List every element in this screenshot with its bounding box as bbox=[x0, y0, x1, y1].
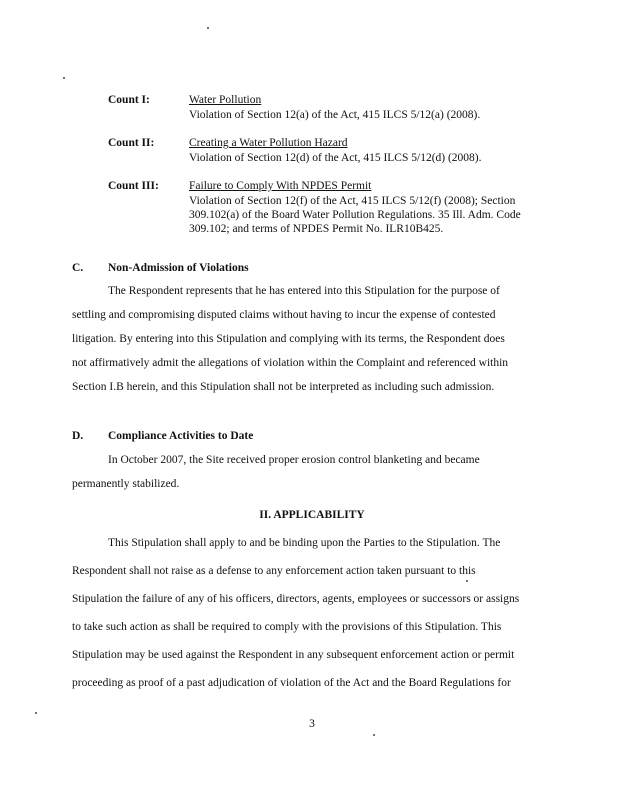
scan-speck bbox=[63, 77, 65, 79]
section-d-letter: D. bbox=[72, 430, 84, 442]
count-3-desc-line: Violation of Section 12(f) of the Act, 415 ILCS 5/12(f) (2008); Section bbox=[189, 195, 516, 207]
count-2-label: Count II: bbox=[108, 137, 155, 149]
applicability-line: to take such action as shall be required to comply with the provisions of this Stipulation. This bbox=[72, 621, 502, 633]
count-3-desc-line: 309.102(a) of the Board Water Pollution Regulations. 35 Ill. Adm. Code bbox=[189, 209, 521, 221]
applicability-line: Stipulation may be used against the Respondent in any subsequent enforcement action or permit bbox=[72, 649, 515, 661]
applicability-heading: II. APPLICABILITY bbox=[259, 509, 365, 521]
count-1-label: Count I: bbox=[108, 94, 150, 106]
applicability-line: proceeding as proof of a past adjudication of violation of the Act and the Board Regulations for bbox=[72, 677, 511, 689]
count-3-label: Count III: bbox=[108, 180, 159, 192]
page-number: 3 bbox=[309, 718, 315, 730]
scan-speck bbox=[207, 27, 209, 29]
scan-speck bbox=[466, 580, 468, 582]
section-c-line: Section I.B herein, and this Stipulation shall not be interpreted as including such admission. bbox=[72, 381, 495, 393]
count-3-title: Failure to Comply With NPDES Permit bbox=[189, 180, 372, 192]
section-c-letter: C. bbox=[72, 262, 84, 274]
count-1-desc-line: Violation of Section 12(a) of the Act, 415 ILCS 5/12(a) (2008). bbox=[189, 109, 481, 121]
section-d-line: permanently stabilized. bbox=[72, 478, 180, 490]
section-c-title: Non-Admission of Violations bbox=[108, 262, 249, 274]
section-d-line: In October 2007, the Site received proper erosion control blanketing and became bbox=[108, 454, 480, 466]
count-3-desc-line: 309.102; and terms of NPDES Permit No. ILR10B425. bbox=[189, 223, 444, 235]
section-c-line: litigation. By entering into this Stipulation and complying with its terms, the Respondent does bbox=[72, 333, 505, 345]
section-c-line: not affirmatively admit the allegations of violation within the Complaint and referenced within bbox=[72, 357, 509, 369]
section-c-line: The Respondent represents that he has entered into this Stipulation for the purpose of bbox=[108, 285, 500, 297]
section-d-title: Compliance Activities to Date bbox=[108, 430, 254, 442]
scan-speck bbox=[373, 734, 375, 736]
count-2-title: Creating a Water Pollution Hazard bbox=[189, 137, 348, 149]
applicability-line: This Stipulation shall apply to and be binding upon the Parties to the Stipulation. The bbox=[108, 537, 501, 549]
count-1-title: Water Pollution bbox=[189, 94, 262, 106]
section-c-line: settling and compromising disputed claims without having to incur the expense of contested bbox=[72, 309, 496, 321]
count-2-desc-line: Violation of Section 12(d) of the Act, 415 ILCS 5/12(d) (2008). bbox=[189, 152, 482, 164]
scan-speck bbox=[35, 712, 37, 714]
applicability-line: Respondent shall not raise as a defense to any enforcement action taken pursuant to this bbox=[72, 565, 476, 577]
applicability-line: Stipulation the failure of any of his officers, directors, agents, employees or successors or assigns bbox=[72, 593, 520, 605]
